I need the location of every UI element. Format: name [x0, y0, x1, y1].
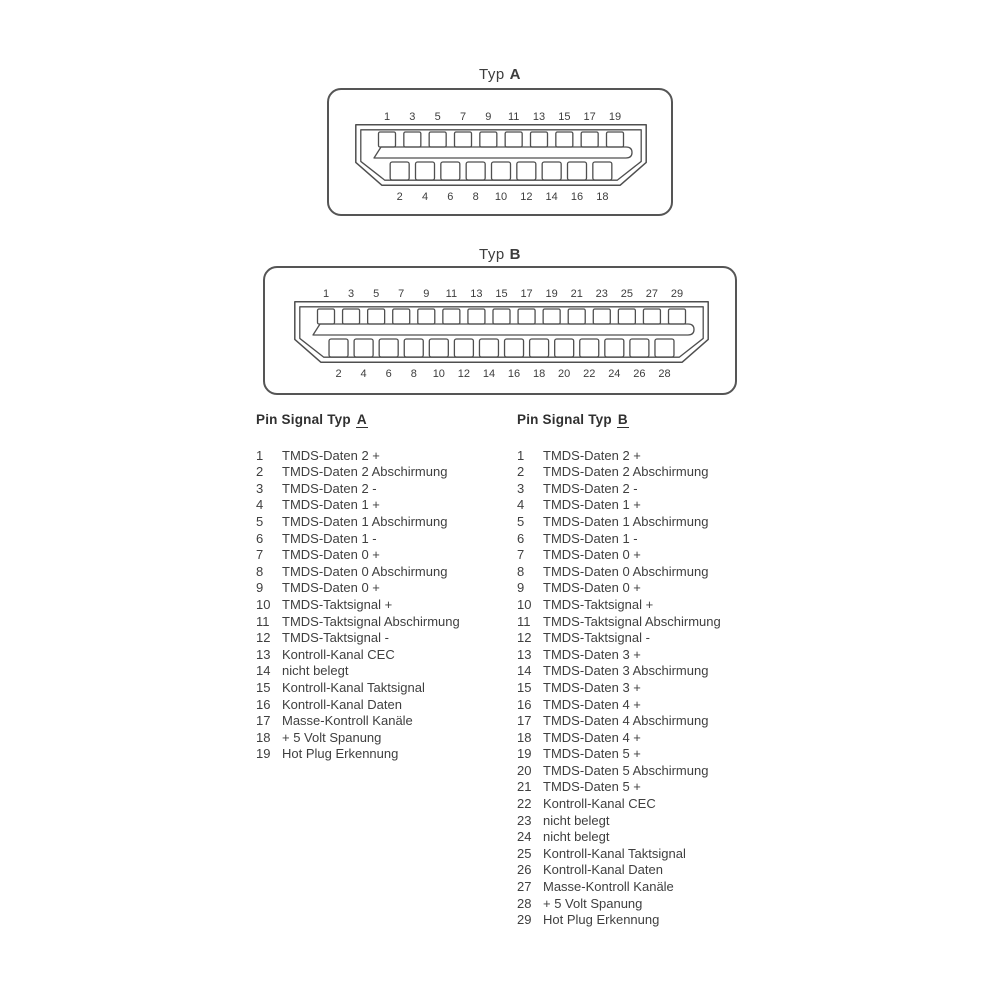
pin-signal: TMDS-Daten 5 + — [543, 779, 641, 795]
svg-text:19: 19 — [608, 111, 622, 123]
pin-table-typ-b-rows — [517, 448, 721, 929]
pin-row — [517, 514, 721, 531]
pin-row — [256, 663, 460, 680]
pin-row — [256, 697, 460, 714]
pin-signal: Kontroll-Kanal Daten — [543, 862, 663, 878]
svg-text:24: 24 — [608, 368, 621, 380]
svg-text:2: 2 — [396, 191, 403, 203]
pin-number: 29 — [517, 912, 532, 928]
pin-number: 13 — [517, 646, 532, 662]
pin-number: 27 — [517, 879, 532, 895]
pin-number: 7 — [256, 547, 264, 563]
pin-row — [517, 647, 721, 664]
typ-b-title-letter: B — [509, 246, 522, 263]
svg-text:16: 16 — [507, 368, 521, 380]
svg-text:28: 28 — [658, 368, 671, 380]
pin-signal: TMDS-Daten 3 Abschirmung — [543, 663, 709, 679]
pin-number: 24 — [517, 829, 532, 845]
pin-table-typ-b-header-letter: B — [617, 412, 628, 427]
svg-text:18: 18 — [532, 368, 546, 380]
svg-text:13: 13 — [470, 288, 483, 300]
pin-row — [517, 763, 721, 780]
pin-row — [517, 497, 721, 514]
pin-row — [517, 680, 721, 697]
svg-text:4: 4 — [421, 191, 429, 203]
svg-text:10: 10 — [494, 191, 508, 203]
typ-b-title — [0, 246, 1000, 263]
svg-text:15: 15 — [558, 111, 571, 123]
pin-number: 3 — [517, 480, 525, 496]
pin-signal: TMDS-Daten 5 Abschirmung — [543, 762, 709, 778]
pin-number: 11 — [256, 613, 270, 629]
pin-number: 5 — [517, 513, 525, 529]
svg-text:5: 5 — [434, 111, 441, 123]
typ-b-title-text: Typ — [478, 246, 505, 263]
pin-number: 14 — [256, 663, 271, 679]
pin-signal: TMDS-Daten 1 + — [282, 497, 380, 513]
pin-row — [517, 614, 721, 631]
pin-number: 1 — [517, 447, 525, 463]
pin-number: 14 — [517, 663, 532, 679]
pin-row — [517, 564, 721, 581]
pin-signal: nicht belegt — [543, 829, 610, 845]
pin-row — [517, 713, 721, 730]
pin-number: 17 — [256, 713, 271, 729]
svg-text:25: 25 — [620, 288, 633, 300]
svg-text:11: 11 — [445, 288, 458, 300]
pin-table-typ-a-rows — [256, 448, 460, 763]
typ-b-connector-drawing — [294, 287, 709, 381]
pin-signal: TMDS-Daten 2 + — [543, 447, 641, 463]
pin-number: 4 — [256, 497, 264, 513]
pin-row — [517, 697, 721, 714]
pin-table-typ-b-header — [517, 412, 721, 429]
pin-signal: TMDS-Daten 3 + — [543, 646, 641, 662]
pin-signal: TMDS-Daten 4 + — [543, 696, 641, 712]
pin-table-typ-b — [517, 412, 721, 929]
pin-number: 4 — [517, 497, 525, 513]
svg-text:20: 20 — [558, 368, 571, 380]
pin-number: 12 — [256, 630, 271, 646]
svg-text:7: 7 — [398, 288, 405, 300]
pin-signal: TMDS-Daten 1 - — [282, 530, 377, 546]
pin-row — [256, 547, 460, 564]
svg-text:9: 9 — [423, 288, 430, 300]
pin-row — [517, 746, 721, 763]
pin-signal: nicht belegt — [282, 663, 349, 679]
svg-text:16: 16 — [570, 191, 584, 203]
pin-row — [517, 531, 721, 548]
pin-signal: Kontroll-Kanal CEC — [543, 796, 656, 812]
pin-row — [517, 862, 721, 879]
svg-text:21: 21 — [570, 288, 583, 300]
pin-table-typ-a-header-letter: A — [356, 412, 367, 427]
pin-number: 7 — [517, 547, 525, 563]
svg-text:22: 22 — [583, 368, 596, 380]
pin-signal: + 5 Volt Spanung — [543, 895, 643, 911]
svg-text:5: 5 — [373, 288, 380, 300]
pin-number: 2 — [256, 464, 264, 480]
pin-row — [256, 597, 460, 614]
svg-text:6: 6 — [385, 368, 392, 380]
pin-row — [517, 779, 721, 796]
svg-text:1: 1 — [383, 111, 391, 123]
svg-text:7: 7 — [459, 111, 467, 123]
svg-text:15: 15 — [495, 288, 508, 300]
pin-row — [517, 730, 721, 747]
pin-row — [517, 912, 721, 929]
svg-text:3: 3 — [348, 288, 355, 300]
pin-number: 26 — [517, 862, 532, 878]
pin-number: 15 — [517, 679, 532, 695]
pin-row — [517, 448, 721, 465]
pin-signal: TMDS-Daten 1 - — [543, 530, 638, 546]
svg-text:23: 23 — [595, 288, 608, 300]
pin-signal: TMDS-Taktsignal + — [543, 596, 654, 612]
pin-number: 19 — [256, 746, 271, 762]
pin-number: 2 — [517, 464, 525, 480]
pin-row — [517, 464, 721, 481]
svg-text:9: 9 — [485, 111, 492, 123]
pin-signal: TMDS-Daten 2 Abschirmung — [543, 464, 709, 480]
svg-text:14: 14 — [482, 368, 496, 380]
pin-signal: Hot Plug Erkennung — [282, 746, 399, 762]
pin-signal: TMDS-Daten 1 Abschirmung — [282, 513, 448, 529]
pin-row — [256, 614, 460, 631]
pin-row — [256, 464, 460, 481]
svg-text:8: 8 — [472, 191, 479, 203]
pin-number: 9 — [517, 580, 525, 596]
pin-row — [517, 846, 721, 863]
pin-row — [517, 630, 721, 647]
pin-row — [256, 497, 460, 514]
pin-signal: nicht belegt — [543, 812, 610, 828]
svg-text:18: 18 — [596, 191, 609, 203]
pin-row — [256, 630, 460, 647]
pin-number: 17 — [517, 713, 532, 729]
pin-number: 25 — [517, 845, 532, 861]
pin-row — [256, 514, 460, 531]
pin-signal: TMDS-Daten 0 + — [282, 580, 380, 596]
pin-signal: Hot Plug Erkennung — [543, 912, 660, 928]
pin-number: 8 — [517, 563, 525, 579]
svg-text:12: 12 — [457, 368, 471, 380]
svg-text:11: 11 — [507, 111, 520, 123]
pin-row — [517, 896, 721, 913]
pin-number: 15 — [256, 679, 271, 695]
pin-signal: TMDS-Daten 2 Abschirmung — [282, 464, 448, 480]
pin-signal: TMDS-Taktsignal - — [543, 630, 650, 646]
pin-number: 10 — [256, 596, 271, 612]
svg-text:12: 12 — [520, 191, 533, 203]
pin-signal: Kontroll-Kanal Taktsignal — [282, 679, 425, 695]
pin-row — [517, 829, 721, 846]
pin-signal: + 5 Volt Spanung — [282, 729, 382, 745]
pin-row — [256, 531, 460, 548]
pin-row — [517, 547, 721, 564]
pin-signal: TMDS-Taktsignal Abschirmung — [543, 613, 721, 629]
svg-text:6: 6 — [447, 191, 454, 203]
pin-signal: TMDS-Daten 0 Abschirmung — [543, 563, 709, 579]
svg-text:8: 8 — [410, 368, 417, 380]
pin-row — [517, 481, 721, 498]
pin-row — [256, 713, 460, 730]
svg-text:26: 26 — [633, 368, 646, 380]
pin-number: 3 — [256, 480, 264, 496]
pin-row — [517, 796, 721, 813]
pin-signal: Kontroll-Kanal Taktsignal — [543, 845, 686, 861]
pin-number: 22 — [517, 796, 532, 812]
typ-a-connector-drawing — [355, 110, 647, 204]
pin-number: 6 — [517, 530, 525, 546]
pin-number: 16 — [517, 696, 532, 712]
pin-row — [256, 730, 460, 747]
pin-number: 19 — [517, 746, 532, 762]
pin-number: 13 — [256, 646, 271, 662]
pin-number: 18 — [256, 729, 271, 745]
svg-text:1: 1 — [322, 288, 330, 300]
pin-number: 8 — [256, 563, 264, 579]
pin-row — [256, 647, 460, 664]
typ-b-connector-card — [263, 266, 737, 395]
pin-signal: TMDS-Daten 0 + — [543, 547, 641, 563]
pin-row — [256, 481, 460, 498]
typ-a-title — [0, 66, 1000, 83]
pin-row — [517, 663, 721, 680]
pin-number: 20 — [517, 762, 532, 778]
pin-table-typ-a-header-text: Pin Signal Typ — [256, 412, 351, 427]
pin-signal: TMDS-Daten 5 + — [543, 746, 641, 762]
pin-number: 1 — [256, 447, 264, 463]
svg-text:29: 29 — [670, 288, 684, 300]
pin-number: 21 — [517, 779, 532, 795]
pin-signal: Kontroll-Kanal CEC — [282, 646, 395, 662]
pin-number: 16 — [256, 696, 271, 712]
pin-row — [517, 597, 721, 614]
pin-row — [256, 680, 460, 697]
pin-signal: TMDS-Daten 2 - — [282, 480, 377, 496]
pin-signal: TMDS-Daten 0 Abschirmung — [282, 563, 448, 579]
pin-signal: TMDS-Taktsignal Abschirmung — [282, 613, 460, 629]
pin-signal: Masse-Kontroll Kanäle — [282, 713, 413, 729]
svg-text:4: 4 — [360, 368, 367, 380]
pin-signal: TMDS-Taktsignal - — [282, 630, 389, 646]
svg-text:13: 13 — [532, 111, 546, 123]
pin-table-typ-b-header-text: Pin Signal Typ — [517, 412, 612, 427]
pin-row — [256, 448, 460, 465]
svg-text:10: 10 — [432, 368, 445, 380]
svg-text:17: 17 — [583, 111, 596, 123]
pin-signal: Masse-Kontroll Kanäle — [543, 879, 674, 895]
pin-signal: Kontroll-Kanal Daten — [282, 696, 402, 712]
pin-table-typ-a — [256, 412, 460, 763]
svg-text:27: 27 — [645, 288, 659, 300]
pin-signal: TMDS-Daten 4 Abschirmung — [543, 713, 709, 729]
pin-number: 12 — [517, 630, 532, 646]
pin-row — [256, 580, 460, 597]
pin-row — [517, 580, 721, 597]
pin-number: 23 — [517, 812, 532, 828]
svg-text:14: 14 — [545, 191, 558, 203]
pin-row — [256, 564, 460, 581]
svg-text:19: 19 — [545, 288, 558, 300]
pin-number: 6 — [256, 530, 264, 546]
pin-row — [517, 879, 721, 896]
pin-row — [256, 746, 460, 763]
pin-table-typ-a-header — [256, 412, 460, 429]
pin-signal: TMDS-Daten 0 + — [543, 580, 641, 596]
pin-number: 5 — [256, 513, 264, 529]
pin-number: 9 — [256, 580, 264, 596]
pin-signal: TMDS-Daten 2 + — [282, 447, 380, 463]
pin-signal: TMDS-Daten 0 + — [282, 547, 380, 563]
pin-number: 18 — [517, 729, 532, 745]
pin-row — [517, 813, 721, 830]
pin-signal: TMDS-Daten 1 Abschirmung — [543, 513, 709, 529]
pin-signal: TMDS-Daten 1 + — [543, 497, 641, 513]
pin-signal: TMDS-Daten 3 + — [543, 679, 641, 695]
pin-signal: TMDS-Daten 2 - — [543, 480, 638, 496]
svg-text:2: 2 — [335, 368, 342, 380]
svg-text:17: 17 — [520, 288, 533, 300]
pin-number: 10 — [517, 596, 532, 612]
pin-signal: TMDS-Taktsignal + — [282, 596, 393, 612]
typ-a-connector-card — [327, 88, 673, 216]
typ-a-title-text: Typ — [478, 66, 505, 83]
pin-number: 11 — [517, 613, 531, 629]
pin-number: 28 — [517, 895, 532, 911]
svg-text:3: 3 — [409, 111, 416, 123]
pin-signal: TMDS-Daten 4 + — [543, 729, 641, 745]
typ-a-title-letter: A — [509, 66, 522, 83]
